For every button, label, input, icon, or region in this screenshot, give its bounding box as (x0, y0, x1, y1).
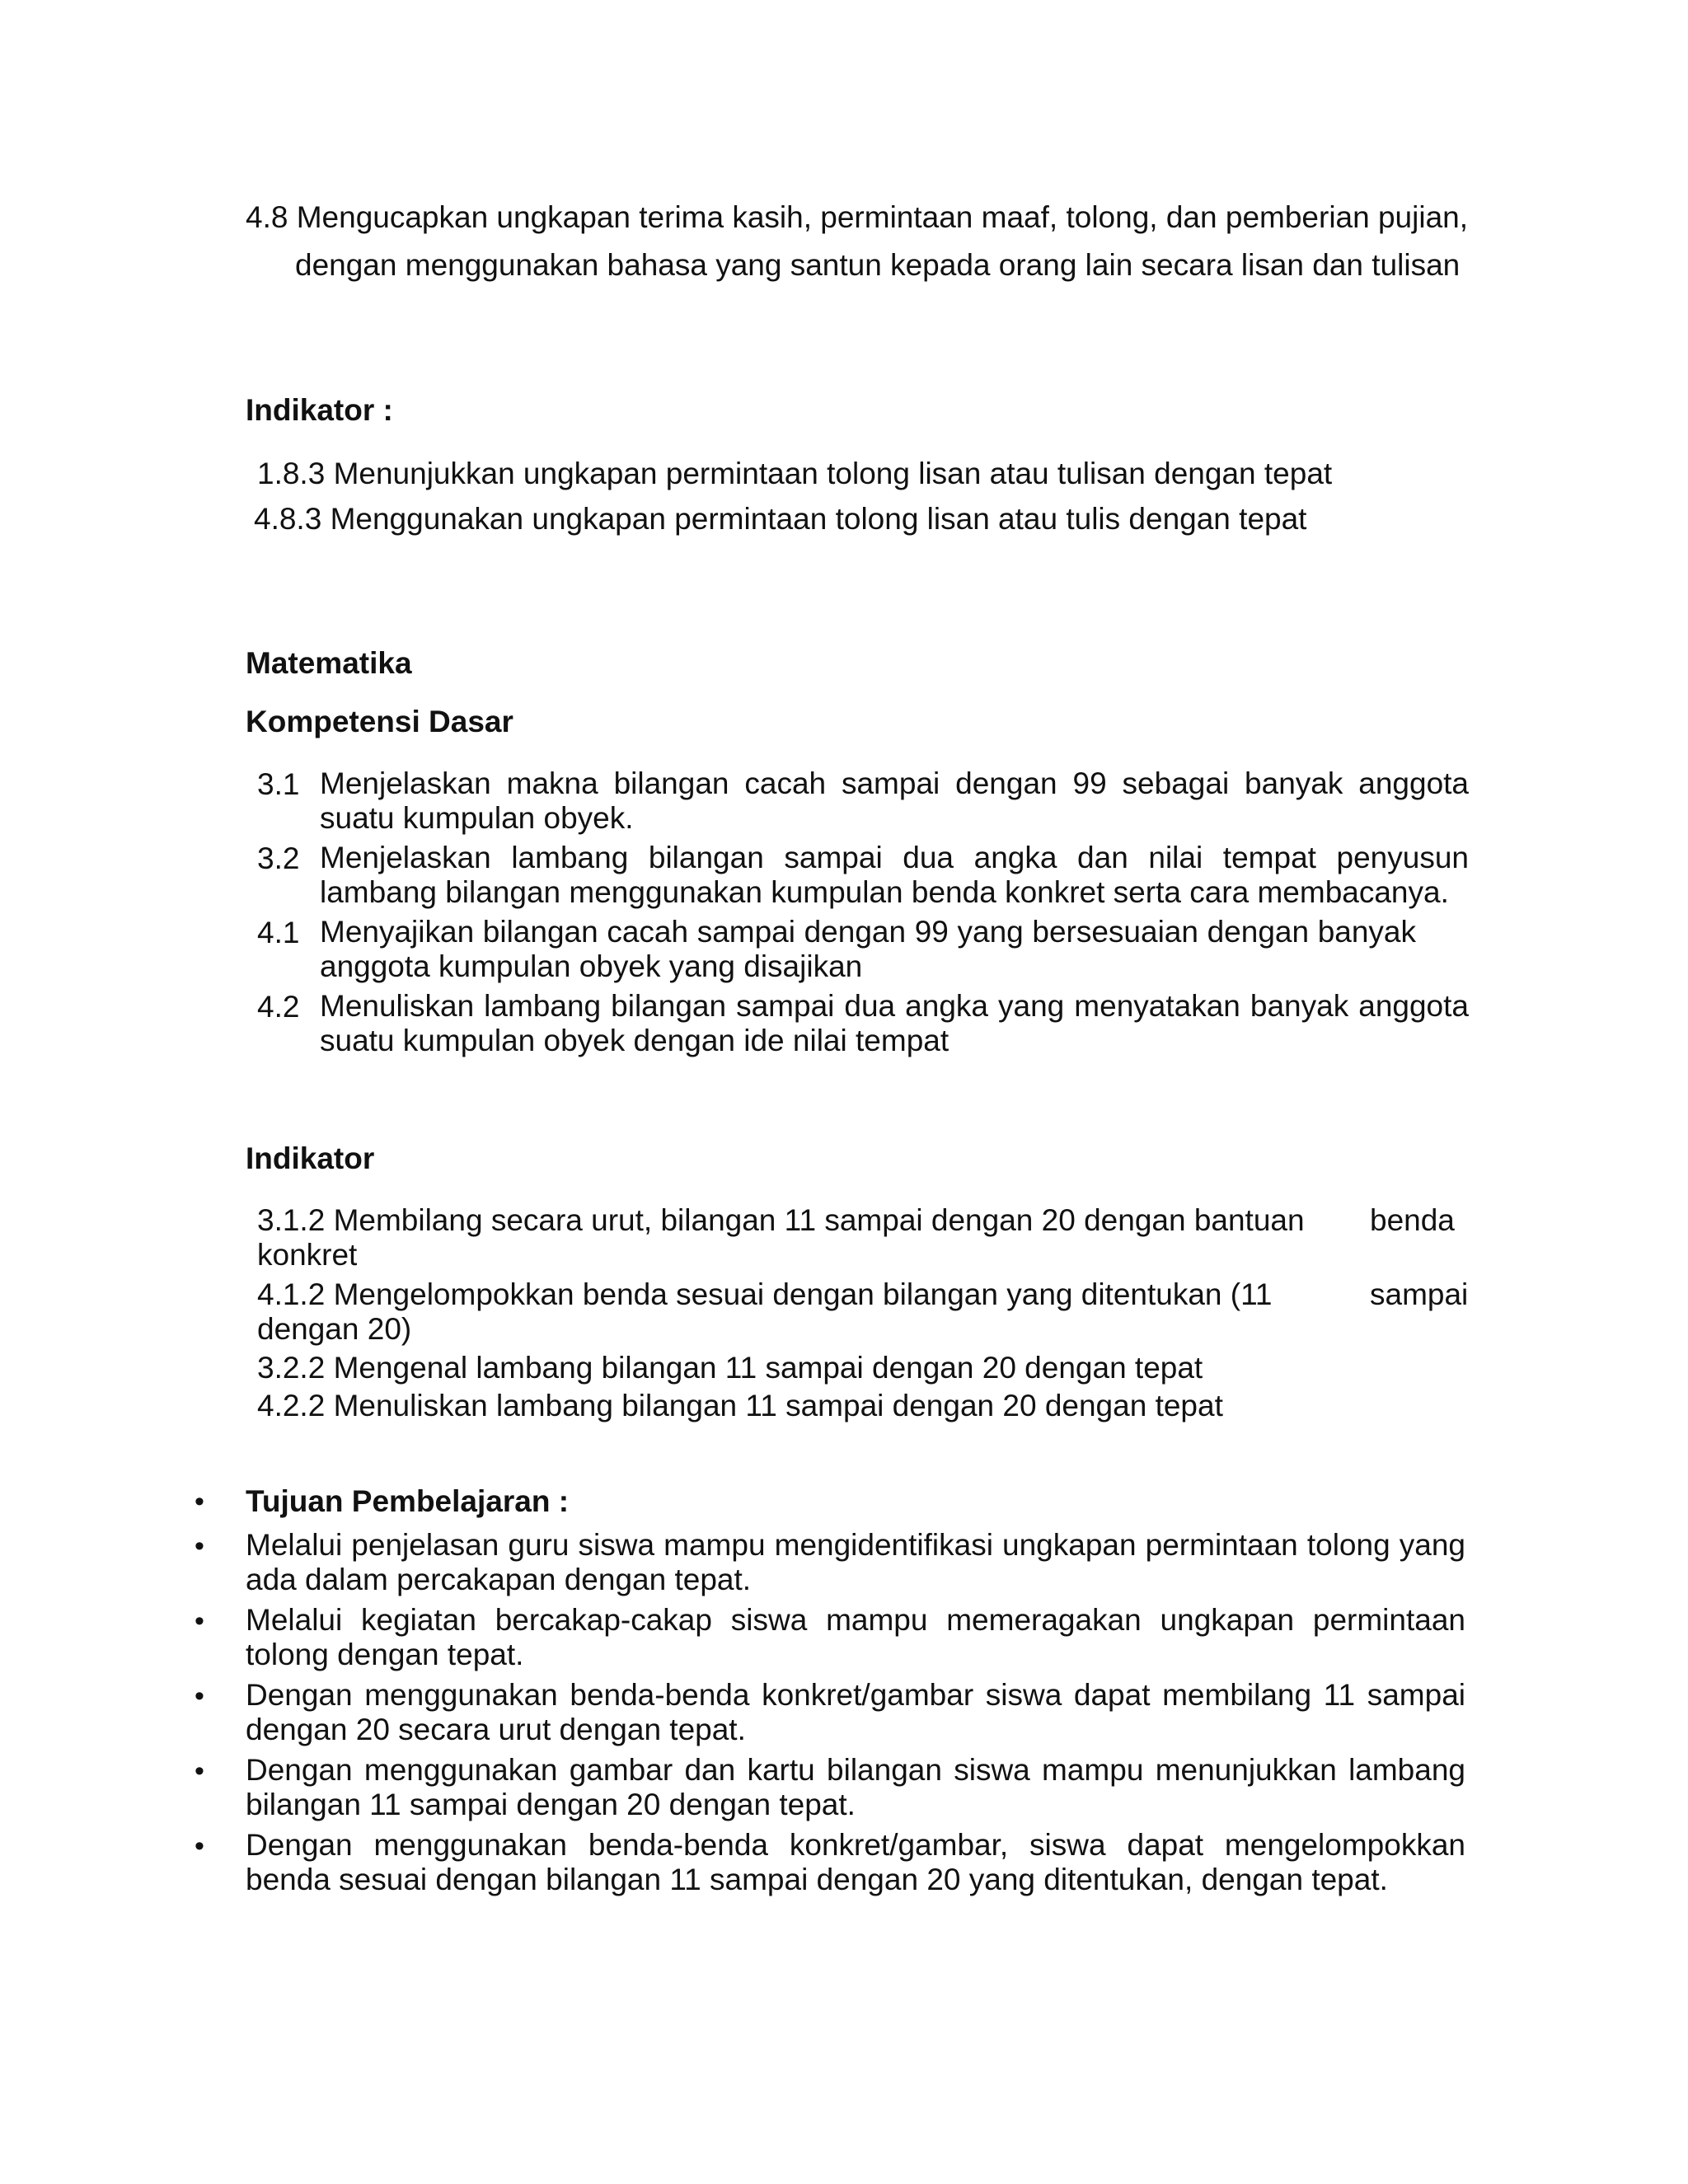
tujuan-text: Melalui kegiatan bercakap-cakap siswa mampu memeragakan ungkapan permintaan tolong dengan tepat. (246, 1603, 1465, 1671)
kd-number: 3.2 (257, 841, 300, 875)
kd-text: Menjelaskan lambang bilangan sampai dua angka dan nilai tempat penyusun lambang bilangan menggunakan kumpulan benda konkret serta cara membacanya. (320, 841, 1469, 909)
bullet-icon: • (195, 1605, 204, 1637)
tujuan-text: Dengan menggunakan benda-benda konkret/gambar, siswa dapat mengelompokkan benda sesuai dengan bilangan 11 sampai dengan 20 yang ditentukan, dengan tepat. (246, 1828, 1465, 1896)
kd-item-4-1 (257, 915, 1469, 989)
indikator-2-item-1-tail: benda (1370, 1203, 1455, 1237)
kd-item-3-1 (257, 766, 1469, 841)
tujuan-list (195, 1483, 1465, 1903)
kd-list (257, 766, 1469, 1063)
kd-text: Menuliskan lambang bilangan sampai dua angka yang menyatakan banyak anggota suatu kumpulan obyek dengan ide nilai tempat (320, 989, 1469, 1057)
tujuan-item (195, 1753, 1465, 1828)
kd-4-8-line1: 4.8 Mengucapkan ungkapan terima kasih, permintaan maaf, tolong, dan pemberian pujian, (246, 200, 1468, 234)
tujuan-heading-row (195, 1483, 1465, 1528)
kd-4-8-line2: dengan menggunakan bahasa yang santun kepada orang lain secara lisan dan tulisan (295, 248, 1461, 282)
bullet-icon: • (195, 1680, 204, 1712)
bullet-icon: • (195, 1486, 204, 1517)
bullet-icon: • (195, 1755, 204, 1787)
tujuan-item (195, 1603, 1465, 1678)
indikator-heading-1: Indikator : (246, 393, 393, 427)
bullet-icon: • (195, 1830, 204, 1862)
indikator-2-item-1-line2: konkret (257, 1238, 358, 1272)
kd-text: Menyajikan bilangan cacah sampai dengan 99 yang bersesuaian dengan banyak anggota kumpulan obyek yang disajikan (320, 915, 1416, 983)
kompetensi-dasar-heading: Kompetensi Dasar (246, 705, 513, 738)
kd-number: 3.1 (257, 767, 300, 801)
kd-number: 4.1 (257, 916, 300, 949)
bullet-icon: • (195, 1530, 204, 1562)
tujuan-text: Melalui penjelasan guru siswa mampu mengidentifikasi ungkapan permintaan tolong yang ada dalam percakapan dengan tepat. (246, 1528, 1465, 1596)
kd-number: 4.2 (257, 990, 300, 1024)
tujuan-item (195, 1678, 1465, 1753)
indikator-2-item-4: 4.2.2 Menuliskan lambang bilangan 11 sampai dengan 20 dengan tepat (257, 1389, 1223, 1422)
kd-text: Menjelaskan makna bilangan cacah sampai dengan 99 sebagai banyak anggota suatu kumpulan obyek. (320, 766, 1469, 835)
subject-matematika: Matematika (246, 646, 412, 680)
indikator-1-item-2: 4.8.3 Menggunakan ungkapan permintaan tolong lisan atau tulis dengan tepat (254, 502, 1307, 536)
kd-item-4-2 (257, 989, 1469, 1063)
indikator-heading-2: Indikator (246, 1141, 375, 1175)
indikator-1-item-1: 1.8.3 Menunjukkan ungkapan permintaan tolong lisan atau tulisan dengan tepat (257, 457, 1333, 490)
tujuan-item (195, 1828, 1465, 1903)
indikator-2-item-2-line1: 4.1.2 Mengelompokkan benda sesuai dengan bilangan yang ditentukan (11 (257, 1277, 1273, 1311)
indikator-2-item-1-line1: 3.1.2 Membilang secara urut, bilangan 11 sampai dengan 20 dengan bantuan (257, 1203, 1305, 1237)
indikator-2-item-2-tail: sampai (1370, 1277, 1469, 1311)
tujuan-text: Dengan menggunakan gambar dan kartu bilangan siswa mampu menunjukkan lambang bilangan 11 sampai dengan 20 dengan tepat. (246, 1753, 1465, 1821)
indikator-2-item-2-line2: dengan 20) (257, 1312, 412, 1346)
kd-item-3-2 (257, 841, 1469, 915)
tujuan-text: Dengan menggunakan benda-benda konkret/gambar siswa dapat membilang 11 sampai dengan 20 secara urut dengan tepat. (246, 1678, 1465, 1746)
indikator-2-item-3: 3.2.2 Mengenal lambang bilangan 11 sampai dengan 20 dengan tepat (257, 1351, 1203, 1385)
tujuan-item (195, 1528, 1465, 1603)
tujuan-heading: Tujuan Pembelajaran : (246, 1484, 570, 1518)
